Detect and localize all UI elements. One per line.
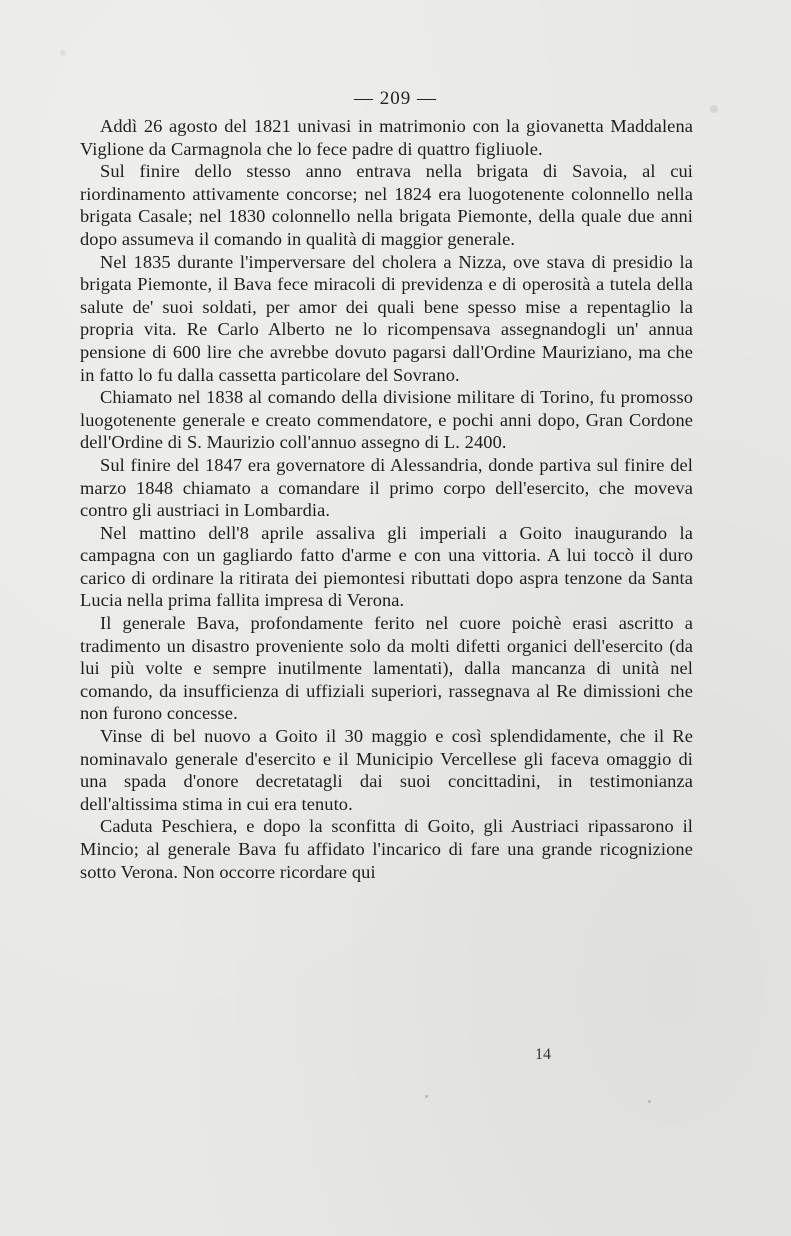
paper-speck: [60, 50, 66, 56]
paragraph: Nel 1835 durante l'imperversare del cholera a Nizza, ove stava di presidio la brigata Piemonte, il Bava fece miracoli di previdenza e di operosità a tutela della salute de' suoi soldati, per amor dei quali bene spesso mise a repentaglio la propria vita. Re Carlo Alberto ne lo ricompensava assegnandogli un' annua pensione di 600 lire che avrebbe dovuto pagarsi dall'Ordine Mauriziano, ma che in fatto lo fu dalla cassetta particolare del Sovrano.: [80, 251, 693, 385]
paper-speck: [648, 1100, 651, 1103]
paragraph: Nel mattino dell'8 aprile assaliva gli imperiali a Goito inaugurando la campagna con un gagliardo fatto d'arme e con una vittoria. A lui toccò il duro carico di ordinare la ritirata dei piemontesi ributtati dopo aspra tenzone da Santa Lucia nella prima fallita impresa di Verona.: [80, 522, 693, 611]
body-text: [80, 115, 693, 883]
paragraph: Addì 26 agosto del 1821 univasi in matrimonio con la giovanetta Maddalena Viglione da Carmagnola che lo fece padre di quattro figliuole.: [80, 116, 693, 159]
paragraph: Vinse di bel nuovo a Goito il 30 maggio e così splendidamente, che il Re nominavalo generale d'esercito e il Municipio Vercellese gli faceva omaggio di una spada d'onore decretatagli dai suoi concittadini, in testimonianza dell'altissima stima in cui era tenuto.: [80, 726, 693, 814]
paper-speck: [710, 105, 718, 113]
paragraph: Sul finire del 1847 era governatore di Alessandria, donde partiva sul finire del marzo 1848 chiamato a comandare il primo corpo dell'esercito, che moveva contro gli austriaci in Lombardia.: [80, 454, 693, 521]
page-number-header: — 209 —: [354, 88, 437, 109]
paragraph: Il generale Bava, profondamente ferito nel cuore poichè erasi ascritto a tradimento un disastro proveniente solo da molti difetti organici dell'esercito (da lui più volte e sempre inutilmente lamentati), dalla mancanza di unità nel comando, da insufficienza di uffiziali superiori, rassegnava al Re dimissioni che non furono concesse.: [80, 613, 693, 724]
signature-mark: 14: [535, 1046, 551, 1063]
paragraph: Chiamato nel 1838 al comando della divisione militare di Torino, fu promosso luogotenente generale e creato commendatore, e pochi anni dopo, Gran Cordone dell'Ordine di S. Maurizio coll'annuo assegno di L. 2400.: [80, 387, 693, 453]
paragraph: Sul finire dello stesso anno entrava nella brigata di Savoia, al cui riordinamento attivamente concorse; nel 1824 era luogotenente colonnello nella brigata Casale; nel 1830 colonnello nella brigata Piemonte, della quale due anni dopo assumeva il comando in qualità di maggior generale.: [80, 161, 693, 249]
paragraph: Caduta Peschiera, e dopo la sconfitta di Goito, gli Austriaci ripassarono il Mincio; al generale Bava fu affidato l'incarico di fare una grande ricognizione sotto Verona. Non occorre ricordare qui: [80, 816, 693, 882]
paper-speck: [425, 1095, 428, 1098]
